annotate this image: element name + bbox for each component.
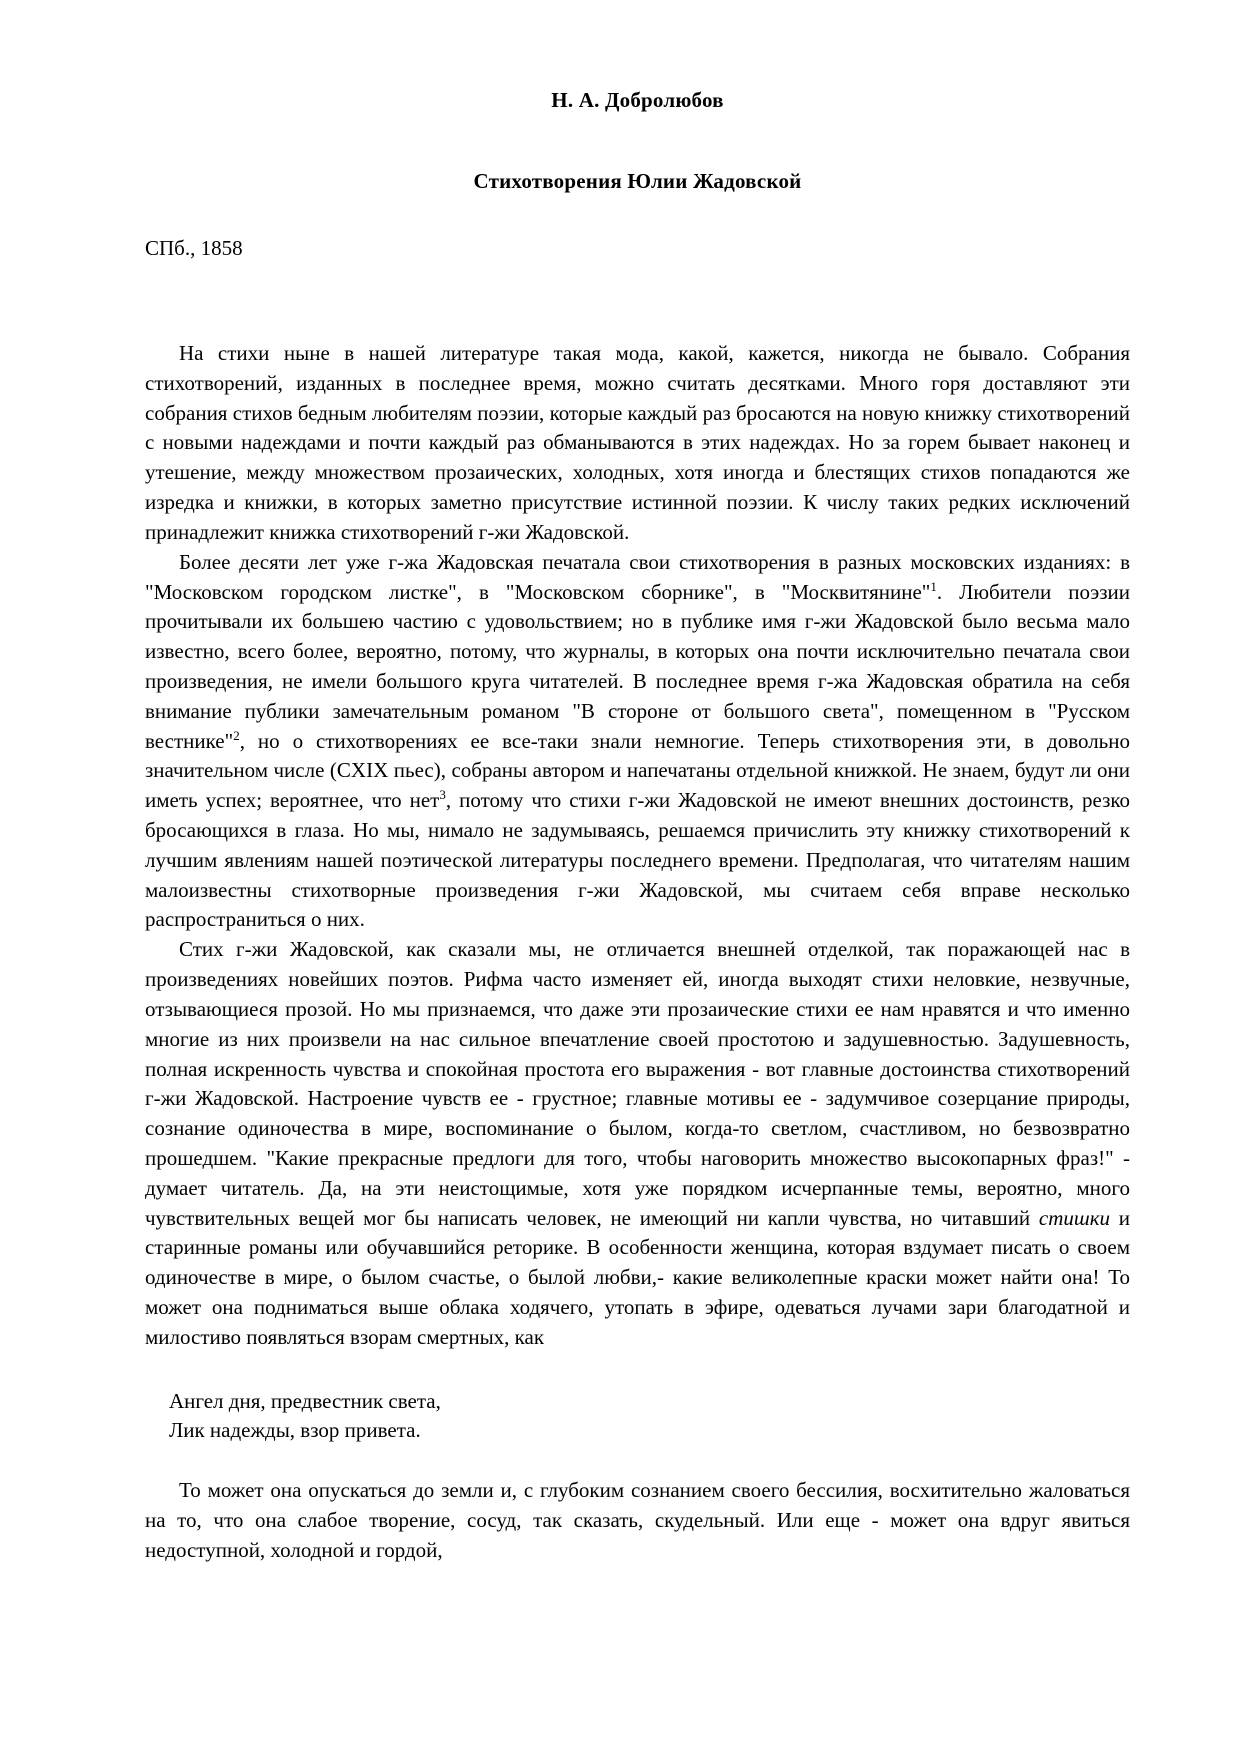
- footnote-ref-3: 3: [439, 787, 446, 803]
- footnote-ref-1: 1: [930, 578, 937, 594]
- document-author: Н. А. Добролюбов: [551, 88, 724, 112]
- paragraph-2-part-b: . Любители поэзии прочитывали их большею частию с удовольствием; но в публике имя г-жи Жадовской было весьма мало известно, всего более, вероятно, потому, что журналы, в которых она почти исключительно печатала свои произведения, не имели большого круга читателей. В последнее время г-жа Жадовская обратила на себя внимание публики замечательным романом "В стороне от большого света", помещенном в "Русском вестнике": [145, 579, 1130, 753]
- paragraph-3-emphasis: стишки: [1038, 1205, 1111, 1230]
- paragraph-3-part-a: Стих г-жи Жадовской, как сказали мы, не отличается внешней отделкой, так поражающей нас в произведениях новейших поэтов. Рифма часто изменяет ей, иногда выходят стихи неловкие, незвучные, отзывающиеся прозой. Но мы признаемся, что даже эти прозаические стихи ее нам нравятся и что именно многие из них произвели на нас сильное впечатление своей простотою и задушевностью. Задушевность, полная искренность чувства и спокойная простота его выражения - вот главные достоинства стихотворений г-жи Жадовской. Настроение чувств ее - грустное; главные мотивы ее - задумчивое созерцание природы, сознание одиночества в мире, воспоминание о былом, когда-то светлом, счастливом, но безвозвратно прошедшем. "Какие прекрасные предлоги для того, чтобы наговорить множество высокопарных фраз!" - думает читатель. Да, на эти неистощимые, хотя уже порядком исчерпанные темы, вероятно, много чувствительных вещей мог бы написать человек, не имеющий ни капли чувства, но читавший: [145, 937, 1130, 1230]
- paragraph-2-part-c: , но о стихотворениях ее все-таки знали немногие. Теперь стихотворения эти, в довольно значительном числе (CXIX пьес), собраны автором и напечатаны отдельной книжкой. Не знаем, будут ли они иметь успех; вероятнее, что нет: [145, 728, 1130, 813]
- publication-info: СПб., 1858: [145, 236, 243, 260]
- paragraph-2-part-d: , потому что стихи г-жи Жадовской не имеют внешних достоинств, резко бросающихся в глаза. Но мы, нимало не задумываясь, решаемся причислить эту книжку стихотворений к лучшим явлениям нашей поэтической литературы последнего времени. Предполагая, что читателям нашим малоизвестны стихотворные произведения г-жи Жадовской, мы считаем себя вправе несколько распространиться о них.: [145, 788, 1131, 932]
- verse-quote: [145, 1387, 1130, 1447]
- document-title: Стихотворения Юлии Жадовской: [473, 169, 802, 193]
- verse-line-1: Ангел дня, предвестник света,: [169, 1388, 441, 1413]
- verse-line-2: Лик надежды, взор привета.: [169, 1418, 421, 1443]
- paragraph-1: На стихи ныне в нашей литературе такая мода, какой, кажется, никогда не бывало. Собрания стихотворений, изданных в последнее время, можно считать десятками. Много горя доставляют эти собрания стихов бедным любителям поэзии, которые каждый раз бросаются на новую книжку стихотворений с новыми надеждами и почти каждый раз обманываются в этих надеждах. Но за горем бывает наконец и утешение, между множеством прозаических, холодных, хотя иногда и блестящих стихов попадаются же изредка и книжки, в которых заметно присутствие истинной поэзии. К числу таких редких исключений принадлежит книжка стихотворений г-жи Жадовской.: [145, 341, 1130, 544]
- footnote-ref-2: 2: [233, 727, 240, 743]
- paragraph-3: [145, 935, 1130, 1352]
- paragraph-2: [145, 548, 1130, 936]
- paragraph-2-part-a: Более десяти лет уже г-жа Жадовская печатала свои стихотворения в разных московских изданиях: в "Московском городском листке", в "Московском сборнике", в "Москвитянине": [145, 549, 1130, 604]
- paragraph-4: То может она опускаться до земли и, с глубоким сознанием своего бессилия, восхитительно жаловаться на то, что она слабое творение, сосуд, так сказать, скудельный. Или еще - может она вдруг явиться недоступной, холодной и гордой,: [145, 1478, 1130, 1562]
- paragraph-3-part-b: и старинные романы или обучавшийся реторике. В особенности женщина, которая вздумает писать о своем одиночестве в мире, о былом счастье, о былой любви,- какие великолепные краски может найти она! То может она подниматься выше облака ходячего, утопать в эфире, одеваться лучами зари благодатной и милостиво появляться взорам смертных, как: [145, 1205, 1130, 1349]
